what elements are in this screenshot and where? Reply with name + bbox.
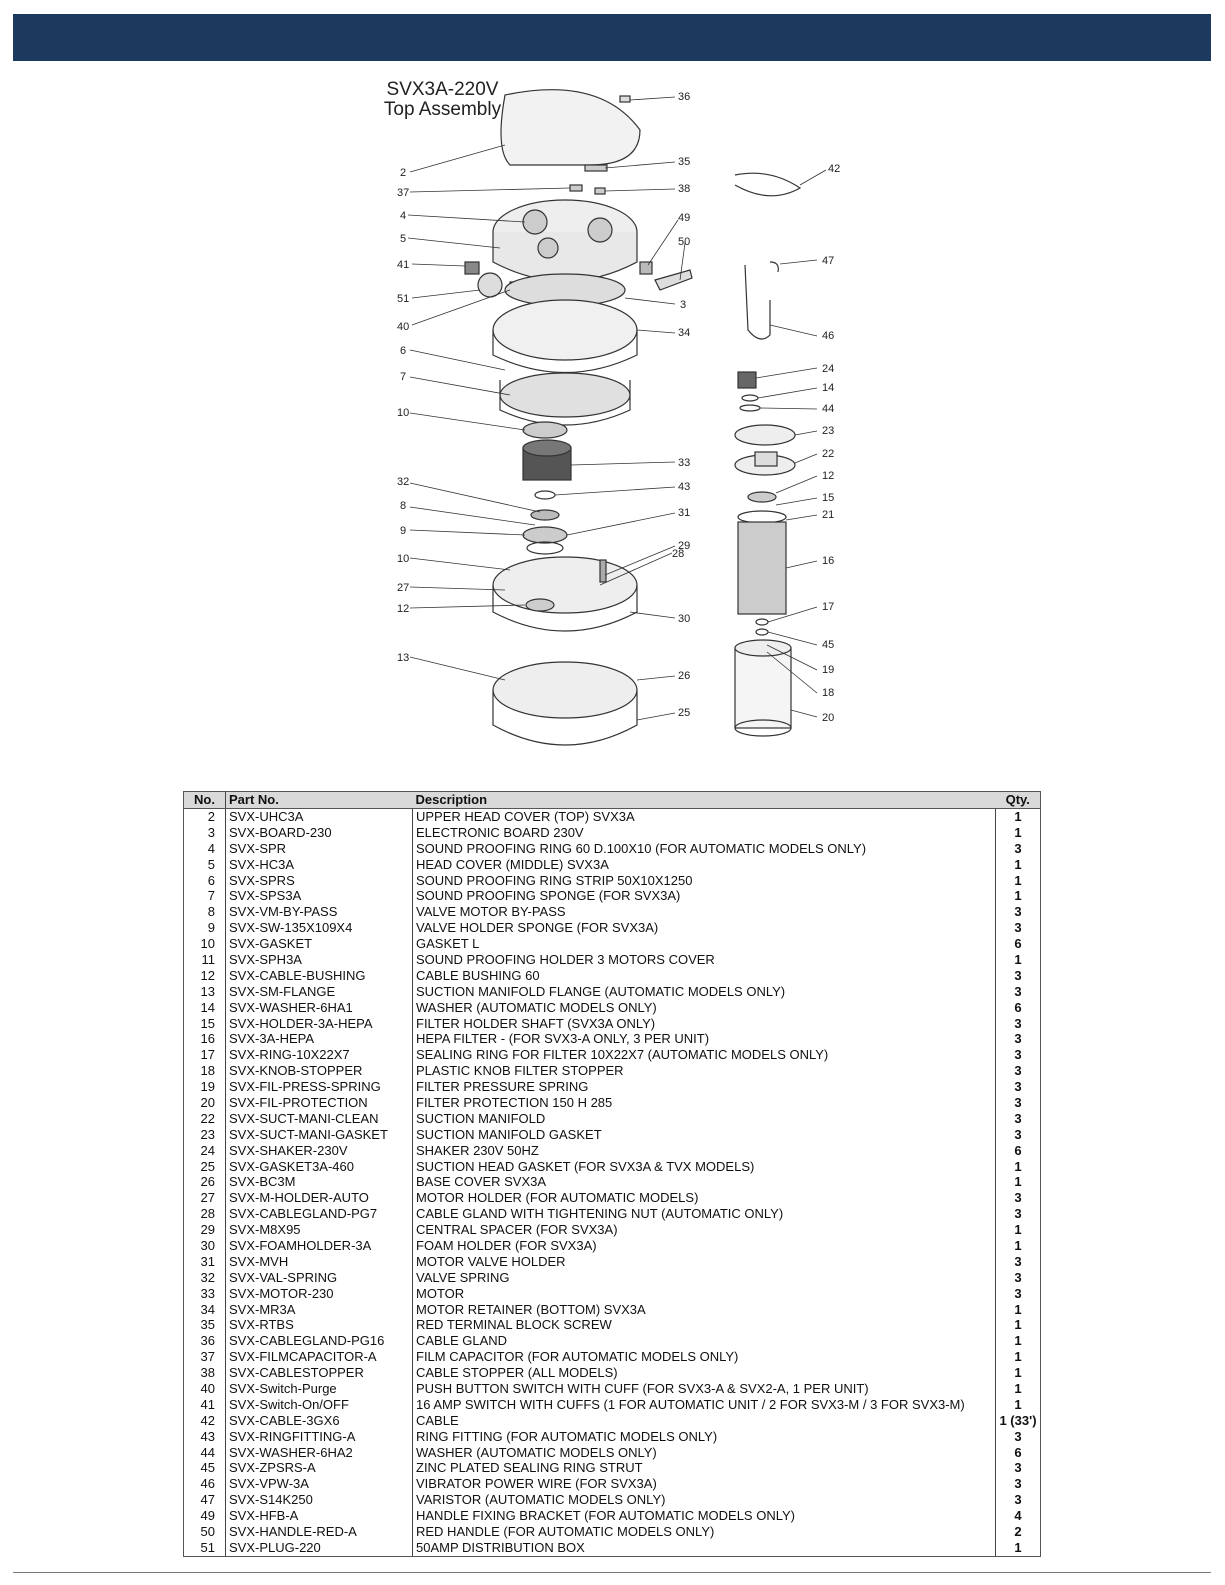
part-number-index: 6 <box>184 873 226 889</box>
callout-label: 17 <box>822 601 835 613</box>
callout-label: 4 <box>400 210 407 222</box>
exploded-assembly-diagram <box>360 70 880 770</box>
part-number-index: 20 <box>184 1095 226 1111</box>
part-number: SVX-3A-HEPA <box>226 1031 413 1047</box>
part-number-index: 4 <box>184 841 226 857</box>
part-quantity: 3 <box>1014 1031 1022 1047</box>
part-number-index: 7 <box>184 888 226 904</box>
callout-label: 22 <box>822 448 835 460</box>
part-number-index: 11 <box>184 952 226 968</box>
part-quantity: 4 <box>1014 1508 1022 1524</box>
table-row <box>184 1031 1041 1047</box>
part-number-index: 26 <box>184 1174 226 1190</box>
part-number: SVX-RINGFITTING-A <box>226 1429 413 1445</box>
table-row <box>184 1000 1041 1016</box>
part-number: SVX-UHC3A <box>226 809 413 825</box>
part-description: FILTER PRESSURE SPRING <box>413 1079 996 1095</box>
table-row <box>184 1381 1041 1397</box>
part-quantity: 3 <box>1014 1460 1022 1476</box>
part-number: SVX-HC3A <box>226 857 413 873</box>
part-number-index: 30 <box>184 1238 226 1254</box>
part-number-index: 25 <box>184 1159 226 1175</box>
part-description: PUSH BUTTON SWITCH WITH CUFF (FOR SVX3-A & SVX2-A, 1 PER UNIT) <box>413 1381 996 1397</box>
parts-table <box>183 791 1041 1557</box>
part-description: VALVE SPRING <box>413 1270 996 1286</box>
part-number-index: 38 <box>184 1365 226 1381</box>
part-quantity: 1 <box>1014 1222 1022 1238</box>
callout-label: 28 <box>672 548 685 560</box>
part-quantity: 3 <box>1014 1079 1022 1095</box>
table-row <box>184 1413 1041 1429</box>
part-number-index: 33 <box>184 1286 226 1302</box>
part-quantity: 1 <box>1014 1333 1022 1349</box>
table-row <box>184 1143 1041 1159</box>
part-number: SVX-HOLDER-3A-HEPA <box>226 1016 413 1032</box>
callout-label: 31 <box>678 507 691 519</box>
part-description: SOUND PROOFING SPONGE (FOR SVX3A) <box>413 888 996 904</box>
table-row <box>184 1508 1041 1524</box>
part-description: FOAM HOLDER (FOR SVX3A) <box>413 1238 996 1254</box>
part-quantity: 1 <box>1014 1158 1022 1174</box>
part-number-index: 2 <box>184 809 226 825</box>
callout-label: 10 <box>397 553 410 565</box>
table-row <box>184 888 1041 904</box>
table-row <box>184 1079 1041 1095</box>
part-quantity: 1 <box>1014 808 1022 824</box>
callout-label: 12 <box>397 603 410 615</box>
part-number-index: 18 <box>184 1063 226 1079</box>
callout-label: 3 <box>680 299 687 311</box>
part-description: UPPER HEAD COVER (TOP) SVX3A <box>413 809 996 825</box>
part-number: SVX-M8X95 <box>226 1222 413 1238</box>
part-number: SVX-WASHER-6HA1 <box>226 1000 413 1016</box>
part-number: SVX-MOTOR-230 <box>226 1286 413 1302</box>
table-row <box>184 1127 1041 1143</box>
callout-label: 26 <box>678 670 691 682</box>
callout-label: 7 <box>400 371 407 383</box>
part-quantity: 1 <box>1014 888 1022 904</box>
part-number: SVX-SHAKER-230V <box>226 1143 413 1159</box>
part-number: SVX-SM-FLANGE <box>226 984 413 1000</box>
table-row <box>184 857 1041 873</box>
part-number-index: 37 <box>184 1349 226 1365</box>
table-row <box>184 1461 1041 1477</box>
callout-label: 38 <box>678 183 691 195</box>
part-description: CABLE GLAND WITH TIGHTENING NUT (AUTOMATIC ONLY) <box>413 1206 996 1222</box>
table-row <box>184 841 1041 857</box>
part-number-index: 17 <box>184 1047 226 1063</box>
part-description: SUCTION MANIFOLD GASKET <box>413 1127 996 1143</box>
part-number: SVX-SPS3A <box>226 888 413 904</box>
diagram-title-model: SVX3A-220V <box>386 79 499 100</box>
part-quantity: 2 <box>1014 1524 1022 1540</box>
table-row <box>184 1095 1041 1111</box>
table-row <box>184 1365 1041 1381</box>
part-number-index: 43 <box>184 1429 226 1445</box>
part-number: SVX-RTBS <box>226 1318 413 1334</box>
part-quantity: 3 <box>1014 1047 1022 1063</box>
callout-label: 50 <box>678 236 691 248</box>
callout-label: 33 <box>678 457 691 469</box>
part-quantity: 3 <box>1014 904 1022 920</box>
part-number-index: 44 <box>184 1445 226 1461</box>
part-description: 16 AMP SWITCH WITH CUFFS (1 FOR AUTOMATIC UNIT / 2 FOR SVX3-M / 3 FOR SVX3-M) <box>413 1397 996 1413</box>
table-row <box>184 1476 1041 1492</box>
part-quantity: 1 <box>1014 872 1022 888</box>
part-number: SVX-SUCT-MANI-GASKET <box>226 1127 413 1143</box>
part-description: FILM CAPACITOR (FOR AUTOMATIC MODELS ONLY) <box>413 1349 996 1365</box>
part-number: SVX-HFB-A <box>226 1508 413 1524</box>
part-quantity: 3 <box>1014 1206 1022 1222</box>
callout-label: 15 <box>822 492 835 504</box>
part-number-index: 36 <box>184 1333 226 1349</box>
part-number-index: 45 <box>184 1461 226 1477</box>
part-number: SVX-CABLESTOPPER <box>226 1365 413 1381</box>
table-row <box>184 1159 1041 1175</box>
table-row <box>184 1349 1041 1365</box>
part-description: ZINC PLATED SEALING RING STRUT <box>413 1461 996 1477</box>
part-number-index: 35 <box>184 1318 226 1334</box>
part-quantity: 1 <box>1014 1317 1022 1333</box>
table-row <box>184 1047 1041 1063</box>
callout-label: 2 <box>400 167 407 179</box>
part-quantity: 1 <box>1014 1174 1022 1190</box>
part-description: VARISTOR (AUTOMATIC MODELS ONLY) <box>413 1492 996 1508</box>
part-number-index: 42 <box>184 1413 226 1429</box>
part-number: SVX-PLUG-220 <box>226 1540 413 1556</box>
part-number-index: 15 <box>184 1016 226 1032</box>
part-description: SEALING RING FOR FILTER 10X22X7 (AUTOMATIC MODELS ONLY) <box>413 1047 996 1063</box>
part-description: SOUND PROOFING HOLDER 3 MOTORS COVER <box>413 952 996 968</box>
callout-label: 29 <box>678 540 691 552</box>
callout-label: 40 <box>397 321 410 333</box>
callout-label: 37 <box>397 187 410 199</box>
part-quantity: 3 <box>1014 1492 1022 1508</box>
part-number: SVX-SPRS <box>226 873 413 889</box>
part-number-index: 47 <box>184 1492 226 1508</box>
part-quantity: 3 <box>1014 1476 1022 1492</box>
part-number: SVX-M-HOLDER-AUTO <box>226 1190 413 1206</box>
part-description: SOUND PROOFING RING STRIP 50X10X1250 <box>413 873 996 889</box>
part-number-index: 32 <box>184 1270 226 1286</box>
callout-label: 30 <box>678 613 691 625</box>
table-row <box>184 1286 1041 1302</box>
parts-table-header <box>184 792 1041 809</box>
part-number-index: 31 <box>184 1254 226 1270</box>
part-quantity: 6 <box>1014 1444 1022 1460</box>
part-number: SVX-MR3A <box>226 1302 413 1318</box>
part-description: MOTOR <box>413 1286 996 1302</box>
part-description: SHAKER 230V 50HZ <box>413 1143 996 1159</box>
part-quantity: 1 <box>996 1540 1041 1556</box>
table-row <box>184 1318 1041 1334</box>
part-description: SOUND PROOFING RING 60 D.100X10 (FOR AUTOMATIC MODELS ONLY) <box>413 841 996 857</box>
part-quantity: 1 <box>1014 951 1022 967</box>
header-no: No. <box>184 792 226 809</box>
part-quantity: 3 <box>1014 1190 1022 1206</box>
callout-label: 14 <box>822 382 835 394</box>
part-number: SVX-SPR <box>226 841 413 857</box>
part-number-index: 23 <box>184 1127 226 1143</box>
table-row <box>184 1254 1041 1270</box>
part-number-index: 10 <box>184 936 226 952</box>
header-description: Description <box>413 792 996 809</box>
part-quantity: 3 <box>1014 983 1022 999</box>
part-description: MOTOR VALVE HOLDER <box>413 1254 996 1270</box>
part-quantity: 3 <box>1014 967 1022 983</box>
part-number: SVX-FIL-PRESS-SPRING <box>226 1079 413 1095</box>
callout-label: 18 <box>822 687 835 699</box>
table-row <box>184 1238 1041 1254</box>
part-description: RING FITTING (FOR AUTOMATIC MODELS ONLY) <box>413 1429 996 1445</box>
part-number: SVX-GASKET3A-460 <box>226 1159 413 1175</box>
part-quantity: 1 <box>1014 856 1022 872</box>
table-row <box>184 984 1041 1000</box>
part-number: SVX-FOAMHOLDER-3A <box>226 1238 413 1254</box>
table-row <box>184 1222 1041 1238</box>
part-quantity: 6 <box>1014 1142 1022 1158</box>
parts-table-body <box>184 809 1041 1557</box>
part-description: CABLE GLAND <box>413 1333 996 1349</box>
table-row <box>184 1174 1041 1190</box>
part-description: RED HANDLE (FOR AUTOMATIC MODELS ONLY) <box>413 1524 996 1540</box>
part-description: SUCTION MANIFOLD FLANGE (AUTOMATIC MODELS ONLY) <box>413 984 996 1000</box>
part-description: VALVE HOLDER SPONGE (FOR SVX3A) <box>413 920 996 936</box>
part-quantity: 3 <box>1014 920 1022 936</box>
table-row <box>184 1190 1041 1206</box>
part-quantity: 6 <box>1014 936 1022 952</box>
part-description: BASE COVER SVX3A <box>413 1174 996 1190</box>
part-description: CABLE <box>413 1413 996 1429</box>
part-quantity: 1 <box>1014 1301 1022 1317</box>
callout-label: 19 <box>822 664 835 676</box>
callout-label: 9 <box>400 525 407 537</box>
table-row <box>184 1111 1041 1127</box>
table-row <box>184 1397 1041 1413</box>
callout-label: 41 <box>397 259 410 271</box>
table-row <box>184 873 1041 889</box>
callout-label: 13 <box>397 652 410 664</box>
part-number-index: 46 <box>184 1476 226 1492</box>
part-number-index: 28 <box>184 1206 226 1222</box>
part-number: SVX-CABLEGLAND-PG16 <box>226 1333 413 1349</box>
table-row <box>184 1445 1041 1461</box>
diagram-title-subtitle: Top Assembly <box>383 99 502 120</box>
part-description: CENTRAL SPACER (FOR SVX3A) <box>413 1222 996 1238</box>
part-description: MOTOR HOLDER (FOR AUTOMATIC MODELS) <box>413 1190 996 1206</box>
part-number-index: 8 <box>184 904 226 920</box>
part-number-index: 24 <box>184 1143 226 1159</box>
part-number-index: 41 <box>184 1397 226 1413</box>
part-number: SVX-CABLEGLAND-PG7 <box>226 1206 413 1222</box>
part-description: WASHER (AUTOMATIC MODELS ONLY) <box>413 1445 996 1461</box>
part-number-index: 50 <box>184 1524 226 1540</box>
part-quantity: 1 <box>1014 1381 1022 1396</box>
table-row <box>184 1333 1041 1349</box>
table-row <box>184 1524 1041 1540</box>
part-quantity: 1 <box>1014 1365 1022 1381</box>
callout-label: 32 <box>397 476 410 488</box>
table-row <box>184 920 1041 936</box>
part-number-index: 12 <box>184 968 226 984</box>
callout-label: 46 <box>822 330 835 342</box>
part-quantity: 3 <box>1014 1015 1022 1031</box>
table-row <box>184 904 1041 920</box>
part-number-index: 14 <box>184 1000 226 1016</box>
part-number: SVX-FILMCAPACITOR-A <box>226 1349 413 1365</box>
part-quantity: 3 <box>1014 1269 1022 1285</box>
part-description: FILTER PROTECTION 150 H 285 <box>413 1095 996 1111</box>
part-number: SVX-BC3M <box>226 1174 413 1190</box>
callout-label: 10 <box>397 407 410 419</box>
table-row <box>184 1492 1041 1508</box>
part-number: SVX-MVH <box>226 1254 413 1270</box>
callout-label: 43 <box>678 481 691 493</box>
table-row <box>184 1016 1041 1032</box>
part-number-index: 5 <box>184 857 226 873</box>
part-description: SUCTION HEAD GASKET (FOR SVX3A & TVX MODELS) <box>413 1159 996 1175</box>
part-number: SVX-Switch-On/OFF <box>226 1397 413 1413</box>
part-quantity: 3 <box>1014 840 1022 856</box>
table-row <box>184 968 1041 984</box>
header-qty: Qty. <box>996 792 1041 809</box>
part-description: RED TERMINAL BLOCK SCREW <box>413 1318 996 1334</box>
part-quantity: 3 <box>1014 1126 1022 1142</box>
part-description: HEPA FILTER - (FOR SVX3-A ONLY, 3 PER UNIT) <box>413 1031 996 1047</box>
part-number-index: 19 <box>184 1079 226 1095</box>
callout-label: 45 <box>822 639 835 651</box>
part-number: SVX-BOARD-230 <box>226 825 413 841</box>
part-description: HANDLE FIXING BRACKET (FOR AUTOMATIC MODELS ONLY) <box>413 1508 996 1524</box>
part-quantity: 3 <box>1014 1063 1022 1079</box>
callout-label: 34 <box>678 327 691 339</box>
callout-label: 24 <box>822 363 835 375</box>
part-quantity: 3 <box>1014 1428 1022 1444</box>
part-number: SVX-SW-135X109X4 <box>226 920 413 936</box>
callout-label: 47 <box>822 255 835 267</box>
part-number: SVX-CABLE-3GX6 <box>226 1413 413 1429</box>
part-number-index: 51 <box>184 1540 226 1556</box>
part-description: FILTER HOLDER SHAFT (SVX3A ONLY) <box>413 1016 996 1032</box>
callout-label: 12 <box>822 470 835 482</box>
part-description: SUCTION MANIFOLD <box>413 1111 996 1127</box>
part-number: SVX-KNOB-STOPPER <box>226 1063 413 1079</box>
part-description: PLASTIC KNOB FILTER STOPPER <box>413 1063 996 1079</box>
part-quantity: 3 <box>1014 1110 1022 1126</box>
part-quantity: 1 <box>1014 1349 1022 1365</box>
table-row <box>184 952 1041 968</box>
footer-rule <box>13 1572 1211 1573</box>
part-number: SVX-SPH3A <box>226 952 413 968</box>
callout-label: 44 <box>822 403 835 415</box>
part-quantity: 1 <box>1014 1237 1022 1253</box>
callout-label: 51 <box>397 293 410 305</box>
callout-label: 8 <box>400 500 407 512</box>
callout-label: 20 <box>822 712 835 724</box>
part-description: 50AMP DISTRIBUTION BOX <box>413 1540 996 1556</box>
part-number: SVX-GASKET <box>226 936 413 952</box>
part-description: VALVE MOTOR BY-PASS <box>413 904 996 920</box>
part-number: SVX-HANDLE-RED-A <box>226 1524 413 1540</box>
part-number-index: 3 <box>184 825 226 841</box>
part-number: SVX-S14K250 <box>226 1492 413 1508</box>
part-number: SVX-VM-BY-PASS <box>226 904 413 920</box>
part-quantity: 3 <box>1014 1285 1022 1301</box>
part-number-index: 34 <box>184 1302 226 1318</box>
callout-label: 42 <box>828 163 841 175</box>
part-quantity: 6 <box>1014 999 1022 1015</box>
part-number-index: 29 <box>184 1222 226 1238</box>
callout-label: 6 <box>400 345 407 357</box>
part-quantity: 1 <box>1014 1396 1022 1412</box>
table-row <box>184 809 1041 825</box>
table-row <box>184 1270 1041 1286</box>
callout-label: 25 <box>678 707 691 719</box>
part-number-index: 13 <box>184 984 226 1000</box>
part-quantity: 3 <box>1014 1094 1022 1110</box>
table-row <box>184 825 1041 841</box>
part-number: SVX-SUCT-MANI-CLEAN <box>226 1111 413 1127</box>
header-part-no: Part No. <box>226 792 413 809</box>
part-number: SVX-WASHER-6HA2 <box>226 1445 413 1461</box>
callout-label: 49 <box>678 212 691 224</box>
part-description: CABLE BUSHING 60 <box>413 968 996 984</box>
table-row <box>184 1540 1041 1556</box>
part-number: SVX-ZPSRS-A <box>226 1461 413 1477</box>
table-row <box>184 1302 1041 1318</box>
part-number-index: 16 <box>184 1031 226 1047</box>
part-description: CABLE STOPPER (ALL MODELS) <box>413 1365 996 1381</box>
part-number: SVX-RING-10X22X7 <box>226 1047 413 1063</box>
table-row <box>184 1206 1041 1222</box>
callout-label: 23 <box>822 425 835 437</box>
part-number: SVX-VAL-SPRING <box>226 1270 413 1286</box>
callout-label: 27 <box>397 582 410 594</box>
part-number-index: 9 <box>184 920 226 936</box>
part-number-index: 40 <box>184 1381 226 1397</box>
part-quantity: 1 <box>1014 824 1022 840</box>
header-band <box>13 14 1211 61</box>
callout-label: 36 <box>678 91 691 103</box>
part-number: SVX-Switch-Purge <box>226 1381 413 1397</box>
table-row <box>184 1063 1041 1079</box>
part-number-index: 49 <box>184 1508 226 1524</box>
part-quantity: 1 (33') <box>999 1412 1037 1428</box>
callout-label: 16 <box>822 555 835 567</box>
table-row <box>184 1429 1041 1445</box>
part-description: HEAD COVER (MIDDLE) SVX3A <box>413 857 996 873</box>
part-number-index: 22 <box>184 1111 226 1127</box>
part-description: GASKET L <box>413 936 996 952</box>
part-description: ELECTRONIC BOARD 230V <box>413 825 996 841</box>
part-number: SVX-CABLE-BUSHING <box>226 968 413 984</box>
part-description: VIBRATOR POWER WIRE (FOR SVX3A) <box>413 1476 996 1492</box>
part-quantity: 3 <box>1014 1253 1022 1269</box>
callout-label: 5 <box>400 233 407 245</box>
part-number-index: 27 <box>184 1190 226 1206</box>
callout-label: 21 <box>822 509 835 521</box>
table-row <box>184 936 1041 952</box>
part-number: SVX-VPW-3A <box>226 1476 413 1492</box>
part-number: SVX-FIL-PROTECTION <box>226 1095 413 1111</box>
callout-label: 35 <box>678 156 691 168</box>
part-description: MOTOR RETAINER (BOTTOM) SVX3A <box>413 1302 996 1318</box>
part-description: WASHER (AUTOMATIC MODELS ONLY) <box>413 1000 996 1016</box>
